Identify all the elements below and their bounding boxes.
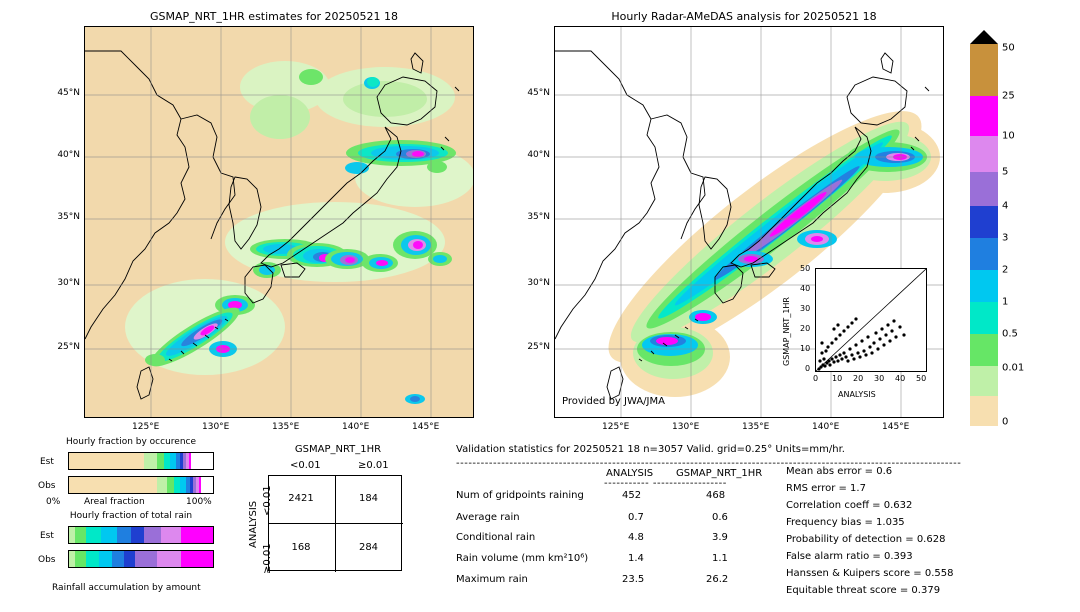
colorbar-cell-5 bbox=[970, 172, 998, 206]
validation-col-header-model: GSMAP_NRT_1HR bbox=[676, 468, 763, 479]
scatter-ytick-30: 30 bbox=[800, 304, 811, 313]
colorbar-tick-2: 2 bbox=[1002, 264, 1009, 276]
left-lon-label-140e: 140°E bbox=[342, 422, 370, 432]
validation-header: Validation statistics for 20250521 18 n=3057 Valid. grid=0.25° Units=mm/hr. bbox=[456, 444, 845, 455]
scatter-ytick-10: 10 bbox=[800, 344, 811, 353]
colorbar-cell-25 bbox=[970, 96, 998, 136]
contingency-cell-1-1: 284 bbox=[358, 541, 379, 553]
occurrence-est-seg-2 bbox=[157, 453, 164, 469]
total-rain-est-seg-2 bbox=[86, 527, 100, 543]
colorbar-top-arrow bbox=[970, 30, 998, 44]
scatter-xtick-40: 40 bbox=[895, 374, 906, 383]
validation-row-label-0: Num of gridpoints raining bbox=[456, 490, 584, 501]
colorbar-cell-50 bbox=[970, 44, 998, 96]
colorbar-tick-4: 4 bbox=[1002, 200, 1009, 212]
colorbar-cell-3 bbox=[970, 238, 998, 270]
scatter-plot-inset bbox=[815, 268, 927, 372]
colorbar-cell-0 bbox=[970, 396, 998, 426]
occurrence-est-seg-1 bbox=[144, 453, 157, 469]
occurrence-title: Hourly fraction by occurence bbox=[65, 437, 197, 447]
validation-col-divider: ----------- ------------------ bbox=[604, 478, 727, 489]
validation-row-label-4: Maximum rain bbox=[456, 574, 528, 585]
validation-col-header-analysis: ANALYSIS bbox=[606, 468, 654, 479]
validation-score-2: Correlation coeff = 0.632 bbox=[786, 500, 913, 511]
colorbar-tick-0p01: 0.01 bbox=[1002, 362, 1025, 374]
scatter-xtick-0: 0 bbox=[813, 374, 819, 383]
validation-row-analysis-1: 0.7 bbox=[628, 512, 644, 523]
validation-row-model-1: 0.6 bbox=[712, 512, 728, 523]
total-rain-row-label-obs: Obs bbox=[38, 555, 56, 565]
validation-score-5: False alarm ratio = 0.393 bbox=[786, 551, 913, 562]
total-rain-est-seg-8 bbox=[181, 527, 213, 543]
scatter-xlabel: ANALYSIS bbox=[838, 390, 876, 399]
total-rain-obs-seg-8 bbox=[181, 551, 213, 567]
left-lon-label-125e: 125°E bbox=[132, 422, 160, 432]
scatter-xtick-30: 30 bbox=[874, 374, 885, 383]
scatter-xtick-50: 50 bbox=[916, 374, 927, 383]
occurrence-obs-seg-2 bbox=[167, 477, 174, 493]
validation-row-model-3: 1.1 bbox=[712, 553, 728, 564]
total-rain-obs-seg-1 bbox=[75, 551, 87, 567]
colorbar-cell-1 bbox=[970, 302, 998, 334]
total-rain-obs-seg-2 bbox=[86, 551, 99, 567]
validation-score-7: Equitable threat score = 0.379 bbox=[786, 585, 941, 596]
total-rain-title: Hourly fraction of total rain bbox=[69, 511, 193, 521]
validation-score-0: Mean abs error = 0.6 bbox=[786, 466, 893, 477]
contingency-title: GSMAP_NRT_1HR bbox=[294, 444, 382, 455]
left-lon-label-145e: 145°E bbox=[412, 422, 440, 432]
colorbar-cell-10 bbox=[970, 136, 998, 172]
occurrence-axis-center: Areal fraction bbox=[84, 497, 145, 507]
occurrence-row-label-est: Est bbox=[40, 457, 54, 467]
total-rain-obs-seg-5 bbox=[124, 551, 136, 567]
right-lon-label-125e: 125°E bbox=[602, 422, 630, 432]
left-lat-label-25n: 25°N bbox=[57, 342, 80, 352]
colorbar-tick-3: 3 bbox=[1002, 232, 1009, 244]
contingency-cell-0-0: 2421 bbox=[288, 493, 314, 504]
validation-divider: --------------------------------------------------------------------------------------------------------------------------- bbox=[456, 458, 962, 469]
right-panel-title: Hourly Radar-AMeDAS analysis for 20250521 18 bbox=[611, 10, 877, 23]
occurrence-est-seg-9 bbox=[189, 453, 192, 469]
left-panel-title: GSMAP_NRT_1HR estimates for 20250521 18 bbox=[149, 10, 399, 23]
scatter-ytick-0: 0 bbox=[805, 364, 811, 373]
colorbar-tick-1: 1 bbox=[1002, 296, 1009, 308]
total-rain-caption: Rainfall accumulation by amount bbox=[52, 583, 201, 593]
contingency-cell-0-1: 184 bbox=[358, 493, 379, 504]
left-lat-label-45n: 45°N bbox=[57, 88, 80, 98]
left-lat-label-40n: 40°N bbox=[57, 150, 80, 160]
right-lat-label-30n: 30°N bbox=[527, 278, 550, 288]
left-lon-label-130e: 130°E bbox=[202, 422, 230, 432]
occurrence-axis-left: 0% bbox=[46, 497, 61, 507]
right-lon-label-130e: 130°E bbox=[672, 422, 700, 432]
scatter-ytick-40: 40 bbox=[800, 284, 811, 293]
validation-row-analysis-4: 23.5 bbox=[622, 574, 645, 585]
left-lon-label-135e: 135°E bbox=[272, 422, 300, 432]
right-lon-label-135e: 135°E bbox=[742, 422, 770, 432]
occurrence-obs-seg-0 bbox=[69, 477, 157, 493]
validation-row-label-3: Rain volume (mm km²10⁶) bbox=[456, 553, 589, 564]
scatter-xtick-20: 20 bbox=[853, 374, 864, 383]
gsmap-estimate-map bbox=[84, 26, 474, 418]
right-lon-label-140e: 140°E bbox=[812, 422, 840, 432]
colorbar-tick-0: 0 bbox=[1002, 416, 1009, 428]
validation-row-model-2: 3.9 bbox=[712, 532, 728, 543]
colorbar-tick-25: 25 bbox=[1002, 90, 1015, 102]
occurrence-obs-seg-1 bbox=[157, 477, 167, 493]
total-rain-est-seg-7 bbox=[161, 527, 181, 543]
total-rain-est-seg-4 bbox=[117, 527, 131, 543]
precip-colorbar bbox=[970, 30, 1040, 426]
right-lat-label-45n: 45°N bbox=[527, 88, 550, 98]
total-rain-est-seg-5 bbox=[131, 527, 144, 543]
colorbar-cell-4 bbox=[970, 206, 998, 238]
contingency-col-header-1: ≥0.01 bbox=[358, 460, 389, 471]
left-lat-label-35n: 35°N bbox=[57, 212, 80, 222]
scatter-ylabel: GSMAP_NRT_1HR bbox=[782, 297, 791, 366]
total-rain-est-seg-3 bbox=[101, 527, 117, 543]
colorbar-cell-0p01 bbox=[970, 366, 998, 396]
left-lat-label-30n: 30°N bbox=[57, 278, 80, 288]
contingency-row-axis-label: ANALYSIS bbox=[248, 500, 259, 548]
validation-row-model-4: 26.2 bbox=[706, 574, 729, 585]
total-rain-obs-seg-4 bbox=[112, 551, 124, 567]
colorbar-cell-0p5 bbox=[970, 334, 998, 366]
contingency-col-header-0: <0.01 bbox=[290, 460, 321, 471]
validation-row-label-2: Conditional rain bbox=[456, 532, 536, 543]
colorbar-tick-50: 50 bbox=[1002, 42, 1015, 54]
validation-row-analysis-2: 4.8 bbox=[628, 532, 644, 543]
colorbar-tick-0p5: 0.5 bbox=[1002, 328, 1018, 340]
occurrence-bar-obs bbox=[68, 476, 214, 494]
total-rain-obs-seg-7 bbox=[157, 551, 181, 567]
occurrence-bar-est bbox=[68, 452, 214, 470]
validation-score-4: Probability of detection = 0.628 bbox=[786, 534, 946, 545]
validation-score-3: Frequency bias = 1.035 bbox=[786, 517, 905, 528]
validation-row-model-0: 468 bbox=[706, 490, 726, 501]
scatter-ytick-20: 20 bbox=[800, 324, 811, 333]
total-rain-bar-est bbox=[68, 526, 214, 544]
total-rain-bar-obs bbox=[68, 550, 214, 568]
contingency-row-header-0: <0.01 bbox=[262, 485, 273, 516]
total-rain-est-seg-6 bbox=[144, 527, 161, 543]
scatter-xtick-10: 10 bbox=[832, 374, 843, 383]
validation-score-6: Hanssen & Kuipers score = 0.558 bbox=[786, 568, 954, 579]
right-lat-label-40n: 40°N bbox=[527, 150, 550, 160]
colorbar-tick-5: 5 bbox=[1002, 166, 1009, 178]
occurrence-row-label-obs: Obs bbox=[38, 481, 56, 491]
scatter-ytick-50: 50 bbox=[800, 264, 811, 273]
total-rain-obs-seg-6 bbox=[135, 551, 157, 567]
total-rain-est-seg-1 bbox=[75, 527, 87, 543]
right-lat-label-25n: 25°N bbox=[527, 342, 550, 352]
total-rain-obs-seg-3 bbox=[99, 551, 112, 567]
right-lon-label-145e: 145°E bbox=[882, 422, 910, 432]
occurrence-obs-seg-9 bbox=[199, 477, 202, 493]
validation-row-analysis-0: 452 bbox=[622, 490, 642, 501]
contingency-row-header-1: ≥0.01 bbox=[262, 543, 273, 574]
contingency-cell-1-0: 168 bbox=[291, 541, 311, 553]
right-lat-label-35n: 35°N bbox=[527, 212, 550, 222]
validation-row-analysis-3: 1.4 bbox=[628, 553, 644, 564]
colorbar-tick-10: 10 bbox=[1002, 130, 1015, 142]
occurrence-axis-right: 100% bbox=[186, 497, 212, 507]
colorbar-cell-2 bbox=[970, 270, 998, 302]
total-rain-row-label-est: Est bbox=[40, 531, 54, 541]
validation-row-label-1: Average rain bbox=[456, 512, 520, 523]
validation-score-1: RMS error = 1.7 bbox=[786, 483, 866, 494]
occurrence-est-seg-0 bbox=[69, 453, 144, 469]
data-credit: Provided by JWA/JMA bbox=[562, 396, 665, 407]
